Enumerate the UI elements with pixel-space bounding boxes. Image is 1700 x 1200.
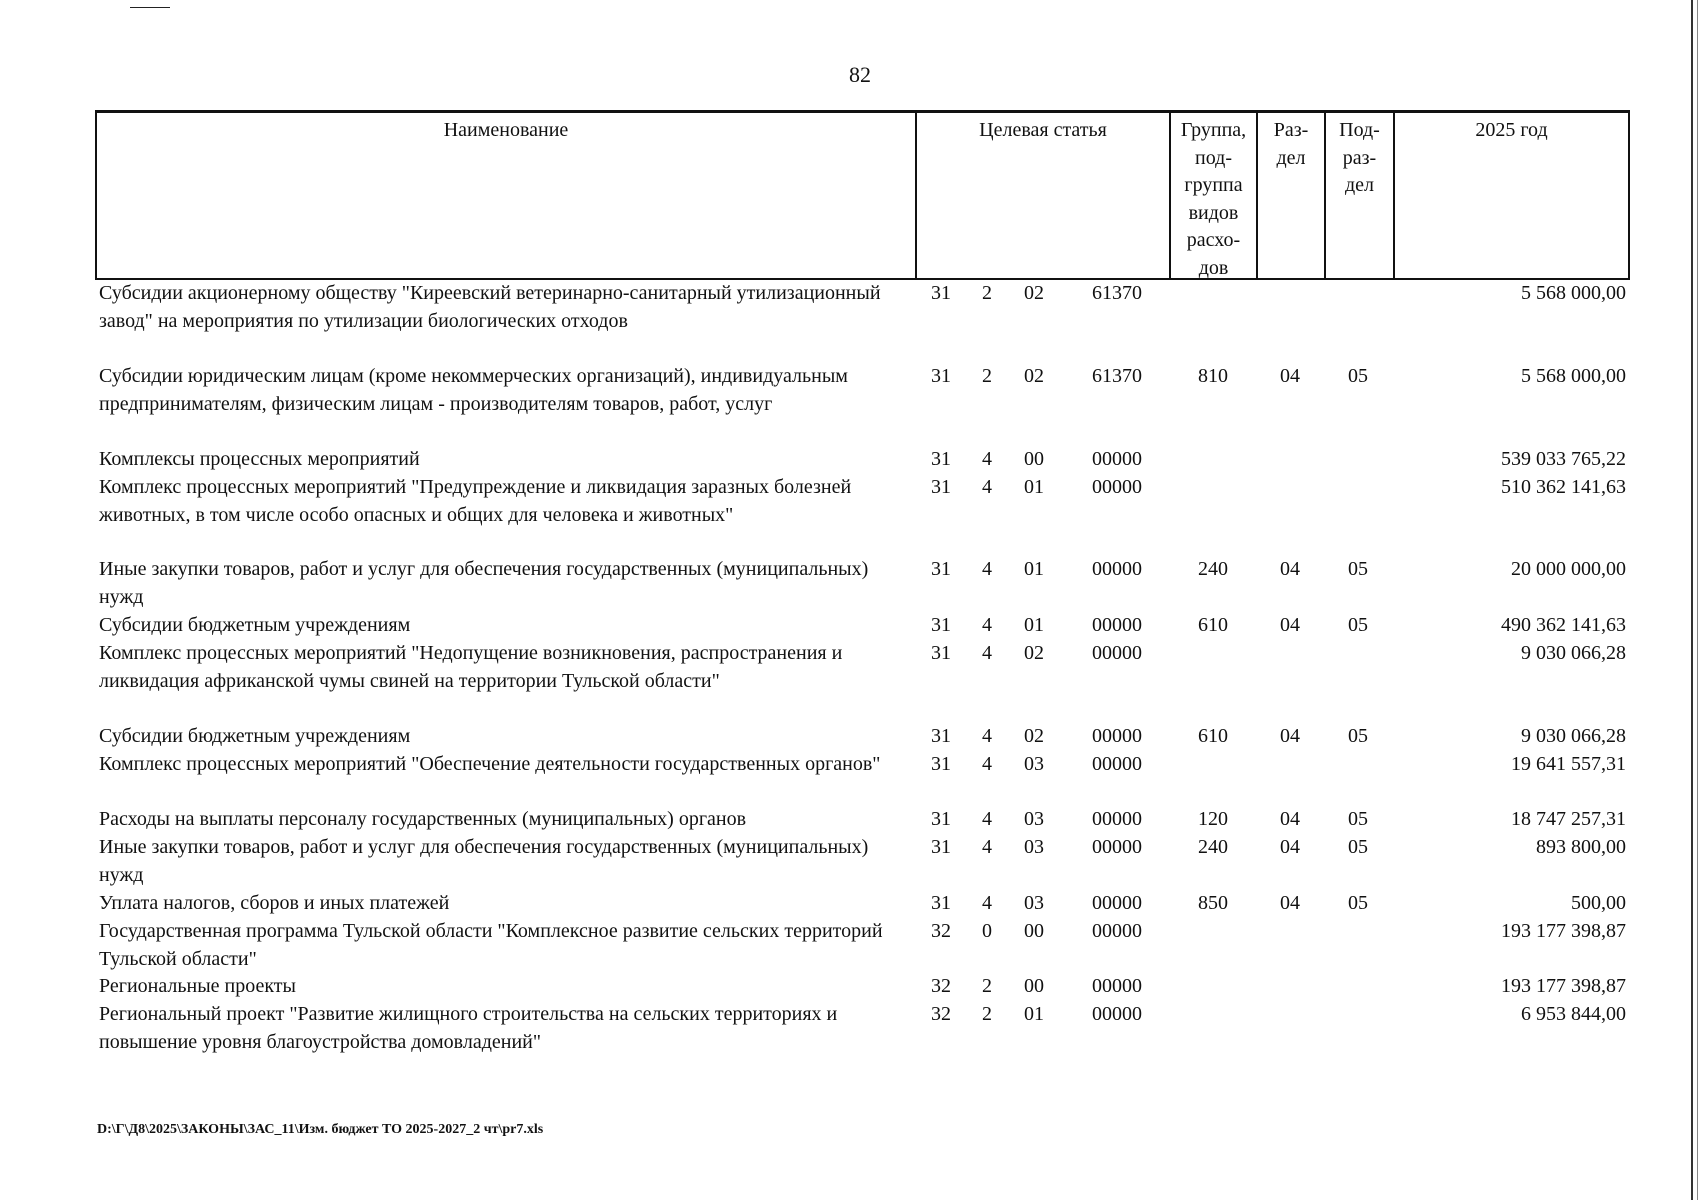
row-amount: 9 030 066,28: [1521, 642, 1626, 664]
row-code-2: 4: [982, 808, 992, 830]
row-amount: 18 747 257,31: [1511, 808, 1626, 830]
row-amount: 510 362 141,63: [1501, 476, 1626, 498]
row-code-1: 32: [931, 975, 951, 997]
row-code-4: 00000: [1092, 920, 1142, 942]
row-amount: 19 641 557,31: [1511, 753, 1626, 775]
row-name: Комплекс процессных мероприятий "Недопущение возникновения, распространения и ликвидация африканской чумы свиней на территории Тульской области": [99, 642, 843, 692]
row-code-2: 4: [982, 836, 992, 858]
row-section: 04: [1280, 892, 1300, 914]
row-subsection: 05: [1348, 614, 1368, 636]
row-section: 04: [1280, 836, 1300, 858]
row-code-4: 00000: [1092, 476, 1142, 498]
row-code-3: 03: [1024, 892, 1044, 914]
page-number: 82: [849, 62, 871, 87]
row-amount: 193 177 398,87: [1501, 920, 1626, 942]
row-subsection: 05: [1348, 836, 1368, 858]
page-edge-line-thin: [1697, 0, 1698, 1200]
row-code-3: 01: [1024, 1003, 1044, 1025]
row-code-4: 00000: [1092, 1003, 1142, 1025]
row-amount: 193 177 398,87: [1501, 975, 1626, 997]
row-code-4: 00000: [1092, 975, 1142, 997]
header-expense-group: Группа, под- группа видов расхо- дов: [1169, 113, 1256, 278]
row-code-3: 00: [1024, 448, 1044, 470]
row-code-3: 00: [1024, 975, 1044, 997]
row-section: 04: [1280, 725, 1300, 747]
row-code-3: 01: [1024, 558, 1044, 580]
row-amount: 490 362 141,63: [1501, 614, 1626, 636]
row-code-1: 31: [931, 642, 951, 664]
row-amount: 5 568 000,00: [1521, 365, 1626, 387]
row-code-3: 02: [1024, 365, 1044, 387]
row-name: Комплекс процессных мероприятий "Обеспечение деятельности государственных органов": [99, 753, 881, 775]
row-amount: 6 953 844,00: [1521, 1003, 1626, 1025]
row-code-3: 00: [1024, 920, 1044, 942]
row-name: Субсидии акционерному обществу "Киреевский ветеринарно-санитарный утилизационный завод" на мероприятия по утилизации биологических отходов: [99, 282, 881, 332]
row-name: Комплекс процессных мероприятий "Предупреждение и ликвидация заразных болезней животных, в том числе особо опасных и общих для человека и животных": [99, 476, 852, 526]
row-expense-group: 810: [1198, 365, 1228, 387]
row-code-4: 00000: [1092, 642, 1142, 664]
row-expense-group: 850: [1198, 892, 1228, 914]
page-edge-line: [1691, 0, 1693, 1200]
row-code-2: 4: [982, 558, 992, 580]
row-amount: 20 000 000,00: [1511, 558, 1626, 580]
row-code-2: 2: [982, 365, 992, 387]
row-code-3: 02: [1024, 725, 1044, 747]
row-name: Расходы на выплаты персоналу государственных (муниципальных) органов: [99, 808, 747, 830]
row-code-4: 00000: [1092, 725, 1142, 747]
row-code-2: 4: [982, 642, 992, 664]
row-code-4: 61370: [1092, 365, 1142, 387]
row-code-1: 31: [931, 614, 951, 636]
row-subsection: 05: [1348, 892, 1368, 914]
header-section: Раз- дел: [1256, 113, 1324, 278]
row-code-4: 00000: [1092, 753, 1142, 775]
header-year: 2025 год: [1393, 113, 1628, 278]
row-code-1: 31: [931, 448, 951, 470]
row-section: 04: [1280, 808, 1300, 830]
table-header: [95, 110, 1630, 280]
row-code-1: 31: [931, 282, 951, 304]
row-name: Иные закупки товаров, работ и услуг для обеспечения государственных (муниципальных) нужд: [99, 836, 869, 886]
row-code-2: 4: [982, 892, 992, 914]
row-code-4: 00000: [1092, 892, 1142, 914]
row-code-1: 32: [931, 1003, 951, 1025]
row-code-2: 2: [982, 282, 992, 304]
row-expense-group: 610: [1198, 614, 1228, 636]
row-code-3: 02: [1024, 282, 1044, 304]
row-expense-group: 240: [1198, 558, 1228, 580]
row-code-1: 32: [931, 920, 951, 942]
row-code-3: 03: [1024, 808, 1044, 830]
row-code-4: 00000: [1092, 836, 1142, 858]
row-section: 04: [1280, 558, 1300, 580]
row-code-1: 31: [931, 365, 951, 387]
row-code-2: 4: [982, 614, 992, 636]
row-name: Комплексы процессных мероприятий: [99, 448, 420, 470]
row-subsection: 05: [1348, 558, 1368, 580]
file-path-footer: D:\Г\Д8\2025\ЗАКОНЫ\ЗАС_11\Изм. бюджет ТО 2025-2027_2 чт\pr7.xls: [97, 1122, 544, 1137]
row-code-3: 01: [1024, 614, 1044, 636]
row-code-4: 00000: [1092, 448, 1142, 470]
row-section: 04: [1280, 365, 1300, 387]
row-code-2: 4: [982, 448, 992, 470]
row-code-2: 2: [982, 975, 992, 997]
row-code-2: 4: [982, 476, 992, 498]
row-subsection: 05: [1348, 725, 1368, 747]
row-expense-group: 610: [1198, 725, 1228, 747]
row-code-1: 31: [931, 476, 951, 498]
row-amount: 500,00: [1571, 892, 1626, 914]
row-name: Региональные проекты: [99, 975, 296, 997]
row-expense-group: 120: [1198, 808, 1228, 830]
header-target-article: Целевая статья: [915, 113, 1169, 278]
header-subsection: Под- раз- дел: [1324, 113, 1393, 278]
row-code-2: 0: [982, 920, 992, 942]
row-name: Уплата налогов, сборов и иных платежей: [99, 892, 450, 914]
row-name: Субсидии бюджетным учреждениям: [99, 614, 411, 636]
row-code-2: 4: [982, 725, 992, 747]
row-code-4: 00000: [1092, 614, 1142, 636]
header-name: Наименование: [443, 119, 569, 141]
row-code-3: 02: [1024, 642, 1044, 664]
row-subsection: 05: [1348, 365, 1368, 387]
top-dash-line: [130, 7, 170, 8]
row-amount: 9 030 066,28: [1521, 725, 1626, 747]
row-code-3: 03: [1024, 753, 1044, 775]
row-name: Государственная программа Тульской области "Комплексное развитие сельских территорий Тульской области": [99, 920, 883, 970]
row-name: Региональный проект "Развитие жилищного строительства на сельских территориях и повышение уровня благоустройства домовладений": [99, 1003, 838, 1053]
row-amount: 893 800,00: [1536, 836, 1626, 858]
row-section: 04: [1280, 614, 1300, 636]
row-code-2: 2: [982, 1003, 992, 1025]
row-code-1: 31: [931, 753, 951, 775]
row-code-4: 61370: [1092, 282, 1142, 304]
row-name: Субсидии бюджетным учреждениям: [99, 725, 411, 747]
row-code-1: 31: [931, 558, 951, 580]
row-code-1: 31: [931, 725, 951, 747]
row-amount: 5 568 000,00: [1521, 282, 1626, 304]
row-code-4: 00000: [1092, 808, 1142, 830]
row-code-4: 00000: [1092, 558, 1142, 580]
row-code-2: 4: [982, 753, 992, 775]
row-expense-group: 240: [1198, 836, 1228, 858]
row-amount: 539 033 765,22: [1501, 448, 1626, 470]
row-code-3: 01: [1024, 476, 1044, 498]
row-code-1: 31: [931, 836, 951, 858]
row-code-1: 31: [931, 808, 951, 830]
row-subsection: 05: [1348, 808, 1368, 830]
row-name: Субсидии юридическим лицам (кроме некоммерческих организаций), индивидуальным предпринимателям, физическим лицам - производителям товаров, работ, услуг: [99, 365, 848, 415]
row-code-3: 03: [1024, 836, 1044, 858]
row-code-1: 31: [931, 892, 951, 914]
row-name: Иные закупки товаров, работ и услуг для обеспечения государственных (муниципальных) нужд: [99, 558, 869, 608]
